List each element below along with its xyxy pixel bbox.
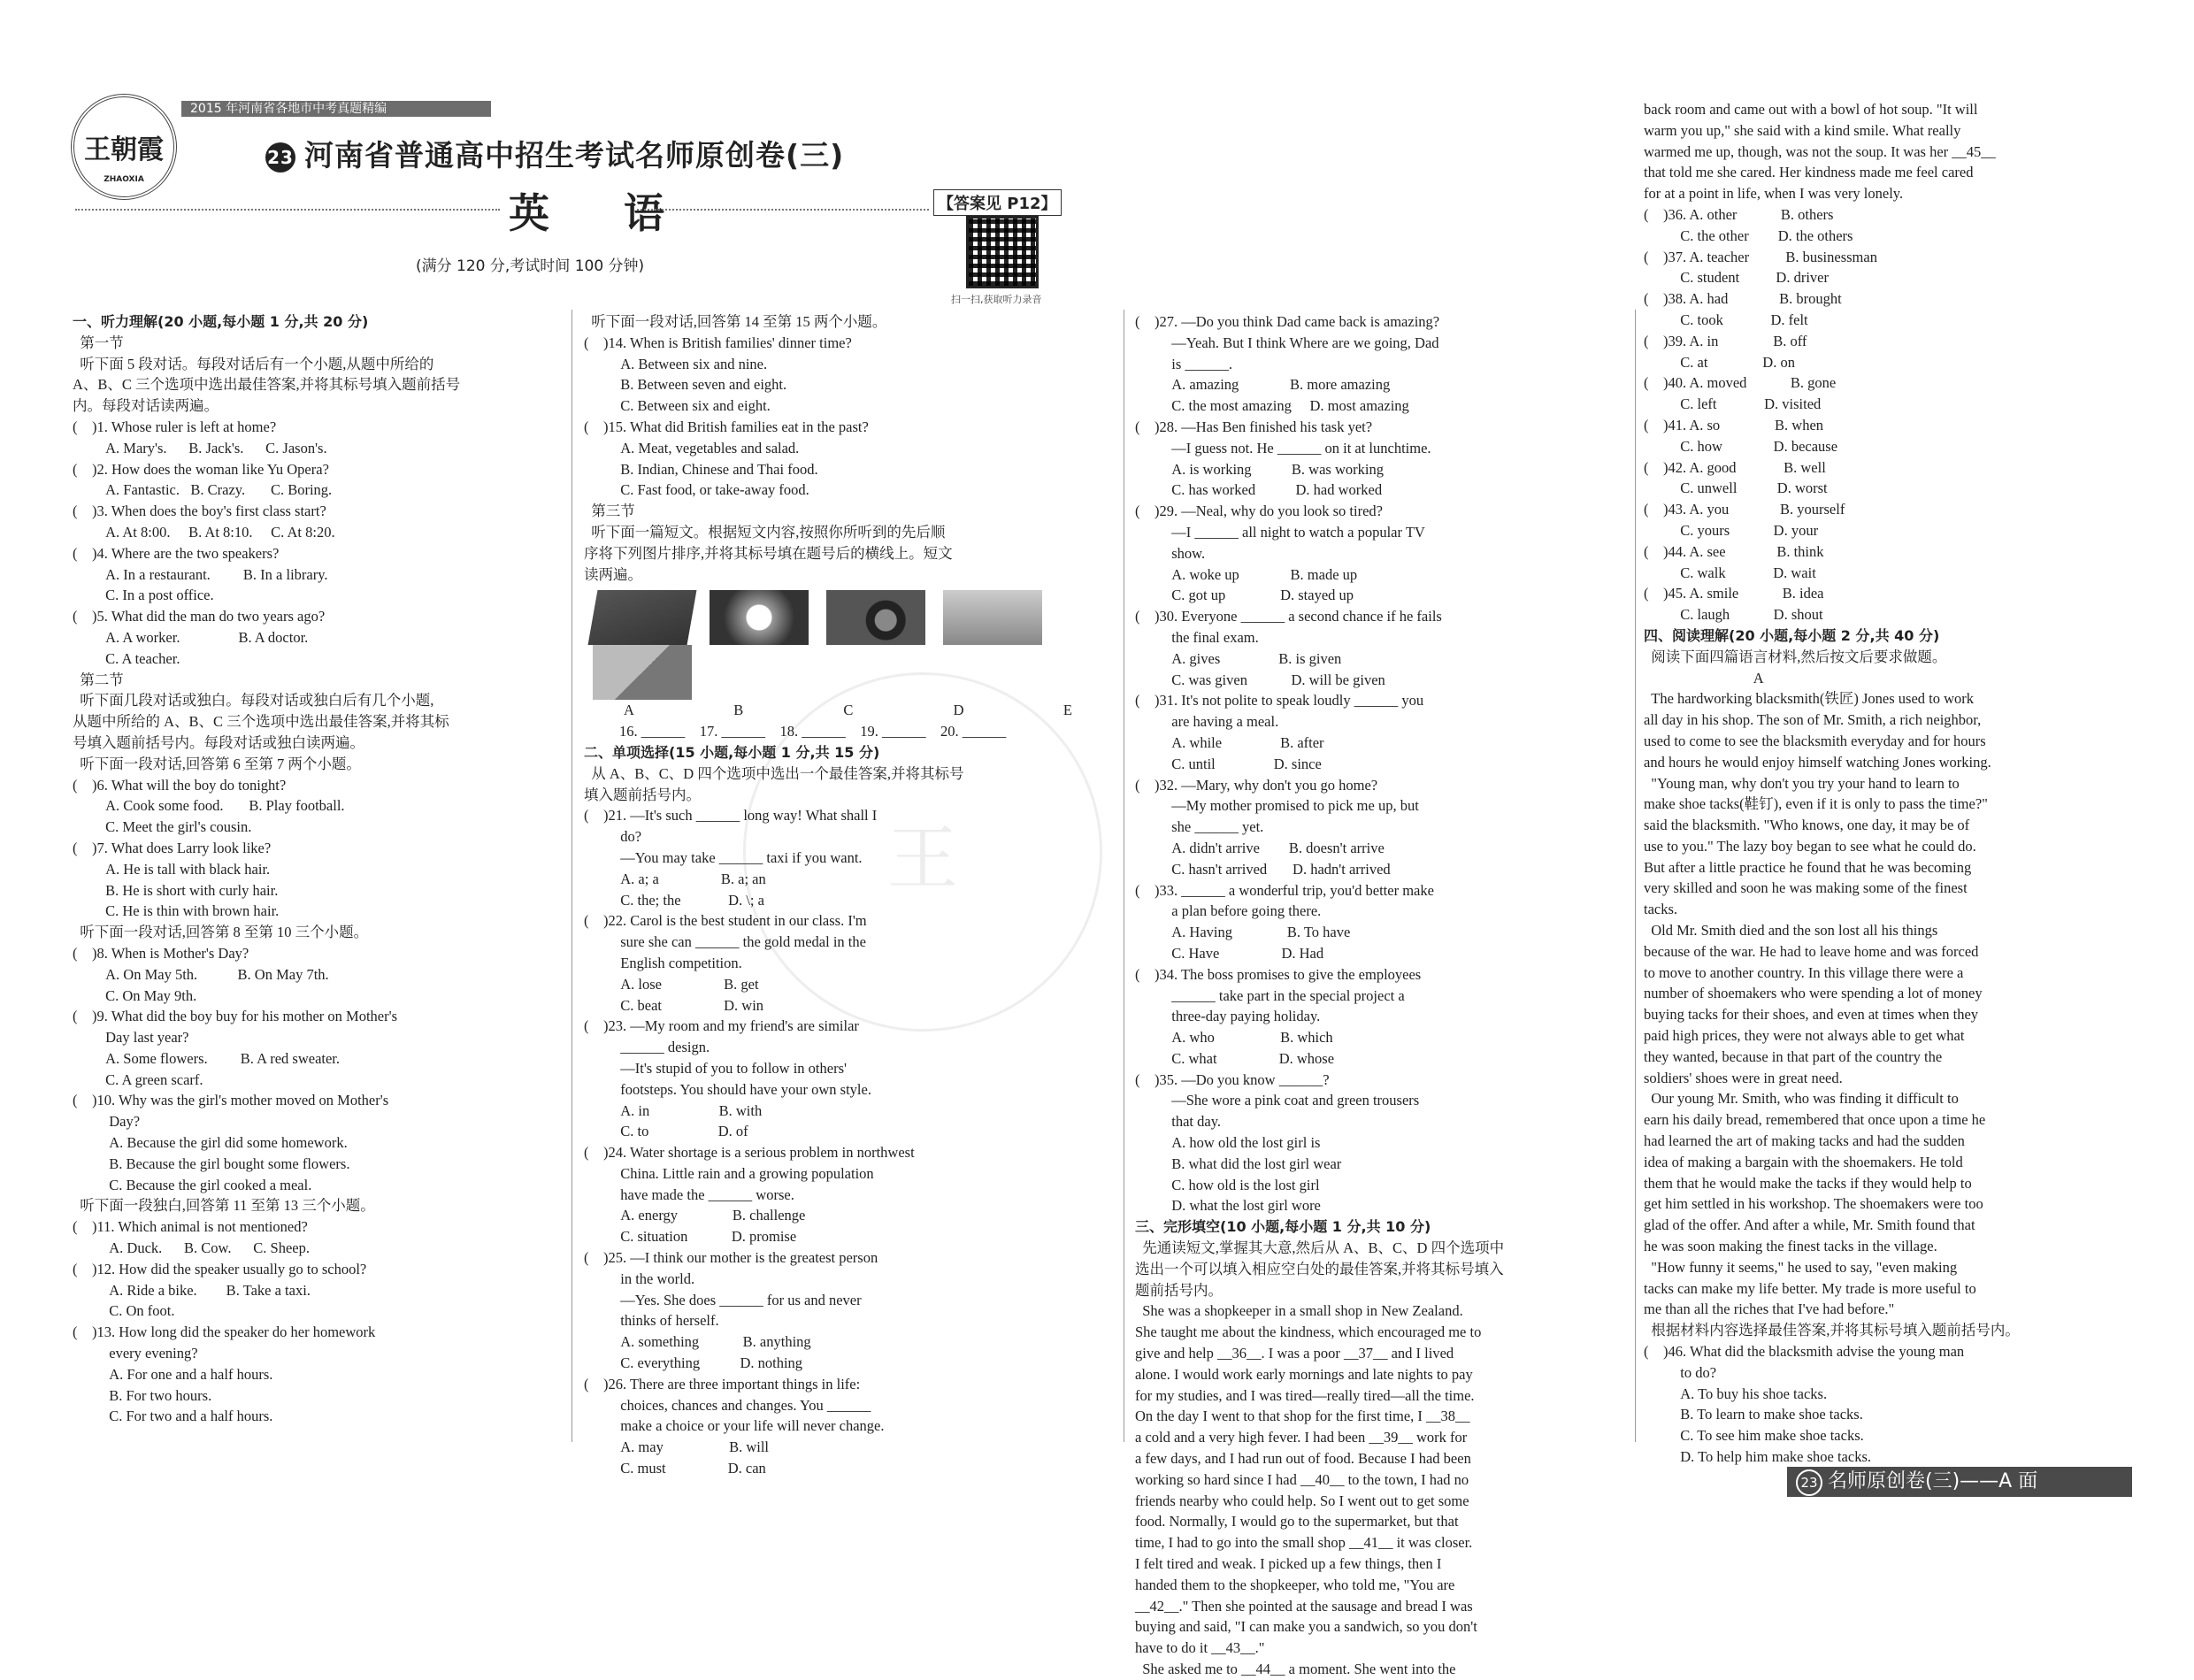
text-line: footsteps. You should have your own style.	[584, 1080, 871, 1098]
text-line: said the blacksmith. "Who knows, one day, it may be of	[1644, 817, 1970, 834]
text-line: ( )6. What will the boy do tonight?	[73, 776, 287, 794]
text-line: ( )31. It's not polite to speak loudly ______ you	[1135, 692, 1424, 710]
text-line: A. energy B. challenge	[584, 1207, 806, 1224]
text-line: ( )32. —Mary, why don't you go home?	[1135, 776, 1378, 794]
text-line: used to come to see the blacksmith everyday and for hours	[1644, 732, 1986, 749]
text-line: C. Because the girl cooked a meal.	[73, 1176, 312, 1193]
text-line: 三、完形填空(10 小题,每小题 1 分,共 10 分)	[1135, 1218, 1431, 1236]
text-line: C. Have D. Had	[1135, 944, 1324, 962]
text-line: —She wore a pink coat and green trousers	[1135, 1092, 1420, 1109]
text-line: —It's stupid of you to follow in others'	[584, 1059, 847, 1077]
text-line: Day?	[73, 1113, 141, 1131]
text-line: 填入题前括号内。	[584, 786, 701, 803]
text-line: thinks of herself.	[584, 1312, 719, 1330]
text-line: 题前括号内。	[1135, 1281, 1223, 1299]
qr-code-icon[interactable]	[966, 216, 1039, 288]
text-line: C. how D. because	[1644, 437, 1838, 455]
text-line: ( )9. What did the boy buy for his mother on Mother's	[73, 1008, 397, 1025]
text-line: food. Normally, I would go to the supermarket, but that	[1135, 1513, 1459, 1530]
text-line: C. left D. visited	[1644, 395, 1822, 413]
text-line: C. Meet the girl's cousin.	[73, 818, 252, 836]
text-line: ( )30. Everyone ______ a second chance if he fails	[1135, 608, 1442, 625]
text-line: C. walk D. wait	[1644, 564, 1816, 581]
text-line: ( )34. The boss promises to give the employees	[1135, 965, 1422, 983]
text-line: she ______ yet.	[1135, 818, 1264, 836]
text-line: B. For two hours.	[73, 1386, 212, 1404]
text-line: A. On May 5th. B. On May 7th.	[73, 965, 329, 983]
text-line: C. To see him make shoe tacks.	[1644, 1427, 1864, 1445]
text-line: ( )22. Carol is the best student in our class. I'm	[584, 912, 867, 930]
text-line: C. what D. whose	[1135, 1049, 1335, 1067]
text-line: A. Ride a bike. B. Take a taxi.	[73, 1281, 311, 1299]
text-line: buying and said, "I can make you a sandwich, so you don't	[1135, 1618, 1477, 1636]
text-line: ( )41. A. so B. when	[1644, 416, 1824, 433]
text-line: China. Little rain and a growing population	[584, 1164, 874, 1182]
text-line: __42__." Then she pointed at the sausage and bread I was	[1135, 1597, 1473, 1615]
picture-d-chairs-icon	[943, 590, 1042, 645]
text-line: that day.	[1135, 1113, 1221, 1131]
exam-number-badge: 23	[265, 142, 295, 173]
text-line: 序将下列图片排序,并将其标号填在题号后的横线上。短文	[584, 544, 953, 562]
text-line: ( )28. —Has Ben finished his task yet?	[1135, 418, 1373, 435]
text-line: A. how old the lost girl is	[1135, 1134, 1321, 1152]
text-line: ( )11. Which animal is not mentioned?	[73, 1218, 308, 1236]
text-line: ( )7. What does Larry look like?	[73, 839, 272, 856]
answer-reference-tag: 【答案见 P12】	[933, 189, 1062, 216]
column-divider-3	[1635, 310, 1636, 1442]
column-2	[584, 311, 1115, 1479]
text-line: 听下面几段对话或独白。每段对话或独白后有几个小题,	[73, 692, 434, 710]
text-line: warmed me up, though, was not the soup. It was her __45__	[1644, 142, 1996, 160]
text-line: 二、单项选择(15 小题,每小题 1 分,共 15 分)	[584, 743, 880, 761]
text-line: 根据材料内容选择最佳答案,并将其标号填入题前括号内。	[1644, 1322, 2020, 1339]
subject-title: 英 语	[509, 189, 695, 237]
text-line: that told me she cared. Her kindness made me feel cared	[1644, 164, 1974, 181]
text-line: She was a shopkeeper in a small shop in New Zealand.	[1135, 1302, 1463, 1320]
text-line: ( )13. How long did the speaker do her homework	[73, 1323, 376, 1341]
text-line: have made the ______ worse.	[584, 1185, 794, 1203]
text-line: ( )21. —It's such ______ long way! What shall I	[584, 807, 878, 825]
text-line: The hardworking blacksmith(铁匠) Jones used to work	[1644, 690, 1975, 708]
text-line: ( )45. A. smile B. idea	[1644, 585, 1824, 602]
text-line: a cold and a very high fever. I had been __39__ work for	[1135, 1429, 1468, 1446]
text-line: 第二节	[73, 671, 124, 688]
text-line: C. In a post office.	[73, 587, 214, 604]
text-line: ( )2. How does the woman like Yu Opera?	[73, 460, 329, 478]
text-line: A. To buy his shoe tacks.	[1644, 1385, 1828, 1402]
page-footer	[1787, 1467, 2132, 1497]
text-line: soldiers' shoes were in great need.	[1644, 1069, 1843, 1086]
text-line: B. Because the girl bought some flowers.	[73, 1155, 350, 1172]
text-line: to do?	[1644, 1363, 1717, 1381]
picture-row	[593, 590, 1115, 700]
text-line: 读两遍。	[584, 565, 642, 583]
text-line: 第一节	[73, 334, 124, 351]
text-line: C. at D. on	[1644, 353, 1795, 371]
text-line: ( )27. —Do you think Dad came back is amazing?	[1135, 313, 1440, 330]
text-line: show.	[1135, 544, 1206, 562]
text-line: every evening?	[73, 1345, 198, 1362]
text-line: A. woke up B. made up	[1135, 565, 1358, 583]
text-line: C. the; the D. \; a	[584, 891, 764, 909]
text-line: ( )1. Whose ruler is left at home?	[73, 418, 277, 435]
picture-labels	[624, 700, 1115, 721]
text-line: ( )24. Water shortage is a serious problem in northwest	[584, 1144, 915, 1162]
publisher-seal-logo	[71, 94, 177, 200]
text-line: he was soon making the finest tacks in the village.	[1644, 1238, 1937, 1255]
text-line: —You may take ______ taxi if you want.	[584, 848, 863, 866]
text-line: A. a; a B. a; an	[584, 870, 766, 887]
text-line: A. lose B. get	[584, 975, 759, 993]
text-line: D. To help him make shoe tacks.	[1644, 1448, 1871, 1465]
exam-info: (满分 120 分,考试时间 100 分钟)	[416, 257, 645, 275]
text-line: 四、阅读理解(20 小题,每小题 2 分,共 40 分)	[1644, 626, 1940, 644]
text-line: ______ design.	[584, 1039, 710, 1056]
text-line: She taught me about the kindness, which encouraged me to	[1135, 1323, 1482, 1341]
text-line: B. Between seven and eight.	[584, 376, 787, 394]
text-line: A. In a restaurant. B. In a library.	[73, 565, 328, 583]
pic-label: E	[1062, 702, 1072, 719]
text-line: because of the war. He had to leave home and was forced	[1644, 942, 1979, 960]
text-line: Day last year?	[73, 1029, 189, 1047]
text-line: ( )10. Why was the girl's mother moved on Mother's	[73, 1092, 389, 1109]
text-line: tacks.	[1644, 901, 1678, 918]
divider-right	[637, 209, 929, 211]
text-line: working so hard since I had __40__ to the town, I had no	[1135, 1470, 1469, 1488]
text-line: ( )44. A. see B. think	[1644, 542, 1824, 560]
text-line: A. For one and a half hours.	[73, 1365, 273, 1383]
text-line: C. the other D. the others	[1644, 226, 1853, 244]
text-line: C. everything D. nothing	[584, 1354, 803, 1372]
text-line: A. while B. after	[1135, 733, 1324, 751]
text-line: I felt tired and weak. I picked up a few things, then I	[1135, 1555, 1442, 1573]
text-line: 听下面一段独白,回答第 11 至第 13 三个小题。	[73, 1197, 375, 1215]
text-line: C. situation D. promise	[584, 1228, 797, 1246]
text-line: A、B、C 三个选项中选出最佳答案,并将其标号填入题前括号	[73, 376, 461, 394]
text-line: C. hasn't arrived D. hadn't arrived	[1135, 860, 1391, 878]
text-line: She asked me to __44__ a moment. She went into the	[1135, 1661, 1456, 1677]
text-line: A. Between six and nine.	[584, 355, 768, 372]
text-line: But after a little practice he found that he was becoming	[1644, 858, 1972, 876]
picture-b-sun-icon	[710, 590, 809, 645]
text-line: ( )26. There are three important things in life:	[584, 1375, 861, 1392]
text-line: C. has worked D. had worked	[1135, 481, 1383, 499]
text-line: all day in his shop. The son of Mr. Smith, a rich neighbor,	[1644, 711, 1982, 729]
column-1	[73, 311, 564, 1427]
text-line: me than all the riches that I've had before."	[1644, 1300, 1895, 1318]
text-line: ( )23. —My room and my friend's are similar	[584, 1017, 859, 1035]
picture-a-book-icon	[588, 590, 697, 645]
text-line: D. what the lost girl wore	[1135, 1197, 1321, 1215]
text-line: A. amazing B. more amazing	[1135, 376, 1391, 394]
text-line: use to you." The lazy boy began to see what he could do.	[1644, 837, 1976, 855]
text-line: C. laugh D. shout	[1644, 606, 1823, 624]
text-line: A. who B. which	[1135, 1029, 1333, 1047]
text-line: A. At 8:00. B. At 8:10. C. At 8:20.	[73, 523, 335, 541]
text-line: make a choice or your life will never change.	[584, 1417, 885, 1435]
text-line: 先通读短文,掌握其大意,然后从 A、B、C、D 四个选项中	[1135, 1239, 1505, 1257]
text-line: ( )5. What did the man do two years ago?	[73, 608, 326, 625]
text-line: ( )4. Where are the two speakers?	[73, 544, 280, 562]
exam-title-text: 河南省普通高中招生考试名师原创卷(三)	[304, 138, 845, 173]
text-line: A. is working B. was working	[1135, 460, 1384, 478]
text-line: alone. I would work early mornings and late nights to pay	[1135, 1365, 1473, 1383]
text-line: for my studies, and I was tired—really tired—all the time.	[1135, 1386, 1475, 1404]
text-line: —Yeah. But I think Where are we going, Dad	[1135, 334, 1439, 351]
text-line: 选出一个可以填入相应空白处的最佳答案,并将其标号填入	[1135, 1260, 1504, 1277]
text-line: Old Mr. Smith died and the son lost all his things	[1644, 922, 1938, 940]
text-line: a plan before going there.	[1135, 902, 1322, 920]
text-line: C. A green scarf.	[73, 1070, 203, 1088]
text-line: 听下面 5 段对话。每段对话后有一个小题,从题中所给的	[73, 355, 434, 372]
text-line: A. Because the girl did some homework.	[73, 1134, 348, 1152]
text-line: 听下面一段对话,回答第 14 至第 15 两个小题。	[584, 313, 887, 330]
text-line: B. Indian, Chinese and Thai food.	[584, 460, 818, 478]
text-line: ( )33. ______ a wonderful trip, you'd better make	[1135, 881, 1434, 899]
text-line: 第三节	[584, 502, 635, 520]
text-line: 听下面一段对话,回答第 8 至第 10 三个小题。	[73, 924, 369, 941]
text-line: "How funny it seems," he used to say, "even making	[1644, 1258, 1958, 1276]
text-line: 听下面一篇短文。根据短文内容,按照你所听到的先后顺	[584, 523, 946, 541]
text-line: A. Cook some food. B. Play football.	[73, 797, 345, 815]
text-line: 从 A、B、C、D 四个选项中选出一个最佳答案,并将其标号	[584, 764, 964, 782]
text-line: are having a meal.	[1135, 713, 1279, 731]
text-line: ( )8. When is Mother's Day?	[73, 944, 249, 962]
text-line: ( )14. When is British families' dinner time?	[584, 334, 852, 351]
text-line: A. He is tall with black hair.	[73, 860, 271, 878]
text-line: friends nearby who could help. So I went out to get some	[1135, 1492, 1469, 1509]
text-line: C. Fast food, or take-away food.	[584, 481, 809, 499]
text-line: had learned the art of making tacks and had the sudden	[1644, 1132, 1965, 1150]
text-line: A. Duck. B. Cow. C. Sheep.	[73, 1239, 310, 1257]
text-line: B. what did the lost girl wear	[1135, 1155, 1342, 1172]
text-line: ( )3. When does the boy's first class start?	[73, 502, 326, 520]
text-line: them that he would make the tacks if they would help to	[1644, 1174, 1972, 1192]
footer-number: 23	[1796, 1469, 1822, 1496]
text-line: A. Some flowers. B. A red sweater.	[73, 1049, 341, 1067]
column-4	[1644, 99, 2139, 1468]
text-line: A. Fantastic. B. Crazy. C. Boring.	[73, 481, 333, 499]
text-line: 从题中所给的 A、B、C 三个选项中选出最佳答案,并将其标	[73, 713, 449, 731]
text-line: A. Having B. To have	[1135, 924, 1351, 941]
picture-e-tent-icon	[593, 645, 692, 700]
column-3	[1135, 311, 1630, 1680]
text-line: back room and came out with a bowl of hot soup. "It will	[1644, 101, 1978, 118]
text-line: ( )39. A. in B. off	[1644, 332, 1807, 349]
text-line: B. To learn to make shoe tacks.	[1644, 1406, 1863, 1423]
text-line: ( )15. What did British families eat in the past?	[584, 418, 869, 435]
text-line: C. For two and a half hours.	[73, 1408, 273, 1425]
text-line: choices, chances and changes. You ______	[584, 1396, 871, 1414]
text-line: —Yes. She does ______ for us and never	[584, 1291, 862, 1308]
text-line: ______ take part in the special project a	[1135, 986, 1405, 1004]
text-line: C. unwell D. worst	[1644, 479, 1828, 497]
text-line: C. beat D. win	[584, 996, 764, 1014]
text-line: B. He is short with curly hair.	[73, 881, 279, 899]
divider-left	[75, 209, 500, 211]
text-line: three-day paying holiday.	[1135, 1008, 1321, 1025]
text-line: warm you up," she said with a kind smile. What really	[1644, 121, 1961, 139]
text-line: On the day I went to that shop for the first time, I __38__	[1135, 1408, 1470, 1425]
text-line: do?	[584, 828, 642, 846]
text-line: get him settled in his workshop. The shoemakers were too	[1644, 1195, 1983, 1213]
text-line: ( )38. A. had B. brought	[1644, 290, 1842, 308]
text-line: make shoe tacks(鞋钉), even if it is only to pass the time?"	[1644, 795, 1988, 813]
text-line: ( )35. —Do you know ______?	[1135, 1070, 1330, 1088]
text-line: A. gives B. is given	[1135, 649, 1342, 667]
text-line: A. something B. anything	[584, 1333, 811, 1351]
text-line: —My mother promised to pick me up, but	[1135, 797, 1419, 815]
text-line: tacks can make my life better. My trade is more useful to	[1644, 1279, 1976, 1297]
text-line: ( )25. —I think our mother is the greatest person	[584, 1249, 878, 1267]
text-line: buying tacks for their shoes, and even at times when they	[1644, 1006, 1979, 1024]
footer-text: 名师原创卷(三)——A 面	[1828, 1470, 2038, 1492]
text-line: glad of the offer. And after a while, Mr. Smith found that	[1644, 1216, 1975, 1234]
text-line: and hours he would enjoy himself watching Jones working.	[1644, 753, 1991, 771]
text-line: C. A teacher.	[73, 649, 180, 667]
text-line: a few days, and I had run out of food. Because I had been	[1135, 1450, 1471, 1468]
text-line: "Young man, why don't you try your hand to learn to	[1644, 774, 1960, 792]
text-line: have to do it __43__."	[1135, 1639, 1265, 1657]
exam-title	[265, 133, 844, 174]
pic-label: C	[843, 702, 854, 719]
text-line: C. Between six and eight.	[584, 397, 771, 415]
text-line: is ______.	[1135, 355, 1233, 372]
text-line: C. student D. driver	[1644, 269, 1829, 287]
text-line: A. A worker. B. A doctor.	[73, 628, 309, 646]
text-line: A. didn't arrive B. doesn't arrive	[1135, 839, 1385, 856]
pic-label: D	[953, 702, 964, 719]
text-line: C. On May 9th.	[73, 986, 197, 1004]
text-line: Our young Mr. Smith, who was finding it difficult to	[1644, 1090, 1959, 1108]
text-line: A	[1644, 669, 1764, 687]
text-line: 听下面一段对话,回答第 6 至第 7 两个小题。	[73, 755, 361, 772]
text-line: C. how old is the lost girl	[1135, 1176, 1320, 1193]
text-line: —I ______ all night to watch a popular TV	[1135, 523, 1425, 541]
text-line: they wanted, because in that part of the country the	[1644, 1047, 1943, 1065]
text-line: ( )43. A. you B. yourself	[1644, 501, 1845, 518]
text-line: paid high prices, they were not always able to get what	[1644, 1027, 1965, 1045]
text-line: earn his daily bread, remembered that once upon a time he	[1644, 1111, 1986, 1129]
text-line: ( )36. A. other B. others	[1644, 205, 1834, 223]
text-line: 一、听力理解(20 小题,每小题 1 分,共 20 分)	[73, 313, 369, 330]
pic-label: B	[733, 702, 744, 719]
text-line: 阅读下面四篇语言材料,然后按文后要求做题。	[1644, 648, 1947, 665]
text-line: 内。每段对话读两遍。	[73, 397, 219, 415]
text-line: give and help __36__. I was a poor __37__ and I lived	[1135, 1345, 1454, 1362]
text-line: C. took D. felt	[1644, 311, 1808, 328]
text-line: ( )40. A. moved B. gone	[1644, 374, 1837, 392]
text-line: C. got up D. stayed up	[1135, 587, 1354, 604]
text-line: ( )29. —Neal, why do you look so tired?	[1135, 502, 1383, 520]
picture-blanks: 16. ______ 17. ______ 18. ______ 19. ______ 20. ______	[619, 723, 1007, 740]
text-line: for at a point in life, when I was very lonely.	[1644, 185, 1904, 203]
text-line: A. Mary's. B. Jack's. C. Jason's.	[73, 439, 327, 456]
series-bar: 2015 年河南省各地市中考真题精编	[181, 101, 491, 117]
text-line: C. until D. since	[1135, 755, 1322, 772]
text-line: C. was given D. will be given	[1135, 671, 1385, 688]
text-line: C. the most amazing D. most amazing	[1135, 397, 1409, 415]
text-line: A. in B. with	[584, 1101, 763, 1119]
text-line: C. must D. can	[584, 1460, 766, 1477]
text-line: in the world.	[584, 1270, 695, 1287]
text-line: ( )42. A. good B. well	[1644, 458, 1826, 476]
text-line: ( )12. How did the speaker usually go to school?	[73, 1260, 367, 1277]
picture-c-camera-icon	[826, 590, 925, 645]
text-line: very skilled and soon he was making some of the finest	[1644, 879, 1968, 897]
text-line: idea of making a bargain with the shoemakers. He told	[1644, 1153, 1963, 1170]
text-line: the final exam.	[1135, 628, 1259, 646]
text-line: —I guess not. He ______ on it at lunchtime.	[1135, 439, 1431, 456]
qr-caption: 扫一扫,获取听力录音	[951, 294, 1042, 305]
text-line: C. yours D. your	[1644, 521, 1819, 539]
text-line: A. may B. will	[584, 1438, 769, 1456]
seal-text: 王朝霞	[84, 134, 164, 165]
text-line: ( )46. What did the blacksmith advise the young man	[1644, 1343, 1965, 1361]
text-line: C. to D. of	[584, 1123, 748, 1140]
watermark-seal: 王	[743, 672, 1102, 1032]
text-line: to move to another country. In this village there were a	[1644, 963, 1964, 981]
text-line: ( )37. A. teacher B. businessman	[1644, 248, 1877, 265]
text-line: sure she can ______ the gold medal in the	[584, 933, 866, 951]
text-line: handed them to the shopkeeper, who told me, "You are	[1135, 1576, 1455, 1593]
text-line: number of shoemakers who were spending a lot of money	[1644, 985, 1983, 1002]
text-line: A. Meat, vegetables and salad.	[584, 439, 800, 456]
text-line: C. He is thin with brown hair.	[73, 902, 280, 920]
text-line: C. On foot.	[73, 1302, 175, 1320]
seal-small-text: ZHAOXIA	[104, 175, 144, 184]
text-line: English competition.	[584, 954, 742, 971]
text-line: time, I had to go into the small shop __41__ it was closer.	[1135, 1534, 1473, 1552]
pic-label: A	[624, 702, 634, 719]
text-line: 号填入题前括号内。每段对话或独白读两遍。	[73, 733, 364, 751]
